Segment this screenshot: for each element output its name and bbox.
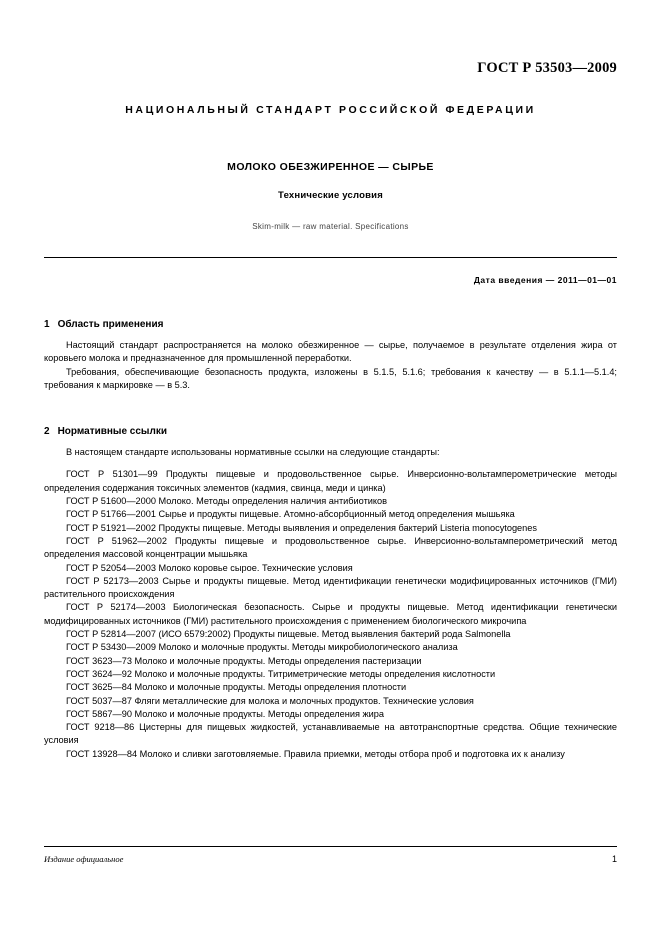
list-item: ГОСТ Р 51766—2001 Сырье и продукты пищевые. Атомно-абсорбционный метод определения мышьяка [66,509,515,520]
section-number-1: 1 [44,319,50,330]
list-item: ГОСТ 5867—90 Молоко и молочные продукты. Методы определения жира [66,708,384,719]
list-item: ГОСТ Р 52174—2003 Биологическая безопасность. Сырье и продукты пищевые. Метод идентификации генетически модифицированных источников (ГМИ) растительного происхождения с применением биологического микрочипа [44,602,617,626]
section-heading-2 [44,426,617,437]
page-footer [44,846,617,864]
document-subtitle: Технические условия [278,190,383,201]
section-1-body [44,339,617,392]
section-2-intro [44,446,617,459]
list-item: ГОСТ 5037—87 Фляги металлические для молока и молочных продуктов. Технические условия [66,695,474,706]
list-item: ГОСТ Р 51600—2000 Молоко. Методы определения наличия антибиотиков [66,496,388,507]
paragraph: Требования, обеспечивающие безопасность продукта, изложены в 5.1.5, 5.1.6; требования к качеству — в 5.1.1—5.1.4; требования к маркировке — в 5.3. [44,366,617,390]
list-item: ГОСТ 3625—84 Молоко и молочные продукты. Методы определения плотности [66,682,407,693]
introduction-date: Дата введения — 2011—01—01 [473,275,617,285]
section-title-1: Область применения [57,319,164,330]
list-item: ГОСТ Р 51301—99 Продукты пищевые и продовольственное сырье. Инверсионно-вольтамперометрические методы определения содержания токсичных элементов (кадмия, свинца, меди и цинка) [44,469,617,493]
list-item: ГОСТ Р 51962—2002 Продукты пищевые и продовольственное сырье. Инверсионно-вольтамперометрический метод определения массовой концентрации мышьяка [44,535,617,560]
title-block [44,161,617,231]
section-heading-1 [44,319,617,330]
national-standard-heading: НАЦИОНАЛЬНЫЙ СТАНДАРТ РОССИЙСКОЙ ФЕДЕРАЦИИ [125,104,536,116]
list-item: ГОСТ 9218—86 Цистерны для пищевых жидкостей, устанавливаемые на автотранспортные средства. Общие технические условия [44,722,617,746]
list-item: ГОСТ Р 53430—2009 Молоко и молочные продукты. Методы микробиологического анализа [66,642,458,653]
document-title: МОЛОКО ОБЕЗЖИРЕННОЕ — СЫРЬЕ [227,161,434,173]
list-item: ГОСТ Р 51921—2002 Продукты пищевые. Методы выявления и определения бактерий Listeria monocytogenes [66,522,537,533]
page-number: 1 [611,854,617,864]
paragraph: В настоящем стандарте использованы нормативные ссылки на следующие стандарты: [66,447,440,458]
section-title-2: Нормативные ссылки [57,426,167,438]
paragraph: Настоящий стандарт распространяется на молоко обезжиренное — сырье, получаемое в результате отделения жира от коровьего молока и предназначенное для промышленной переработки. [44,340,617,364]
footer-divider [44,846,617,847]
list-item: ГОСТ Р 52054—2003 Молоко коровье сырое. Технические условия [66,562,353,573]
header-divider [44,257,617,258]
section-number-2: 2 [44,426,50,438]
normative-references-list [44,468,617,761]
list-item: ГОСТ 3623—73 Молоко и молочные продукты. Методы определения пастеризации [66,655,422,666]
list-item: ГОСТ Р 52814—2007 (ИСО 6579:2002) Продукты пищевые. Метод выявления бактерий рода Salmonella [66,629,511,640]
standard-code: ГОСТ Р 53503—2009 [477,60,617,76]
list-item: ГОСТ 3624—92 Молоко и молочные продукты. Титриметрические методы определения кислотности [66,668,496,679]
edition-note: Издание официальное [44,854,124,864]
list-item: ГОСТ Р 52173—2003 Сырье и продукты пищевые. Метод идентификации генетически модифицированных источников (ГМИ) растительного происхождения [44,575,617,600]
list-item: ГОСТ 13928—84 Молоко и сливки заготовляемые. Правила приемки, методы отбора проб и подготовка их к анализу [66,748,565,759]
document-title-english: Skim-milk — raw material. Specifications [252,222,409,231]
